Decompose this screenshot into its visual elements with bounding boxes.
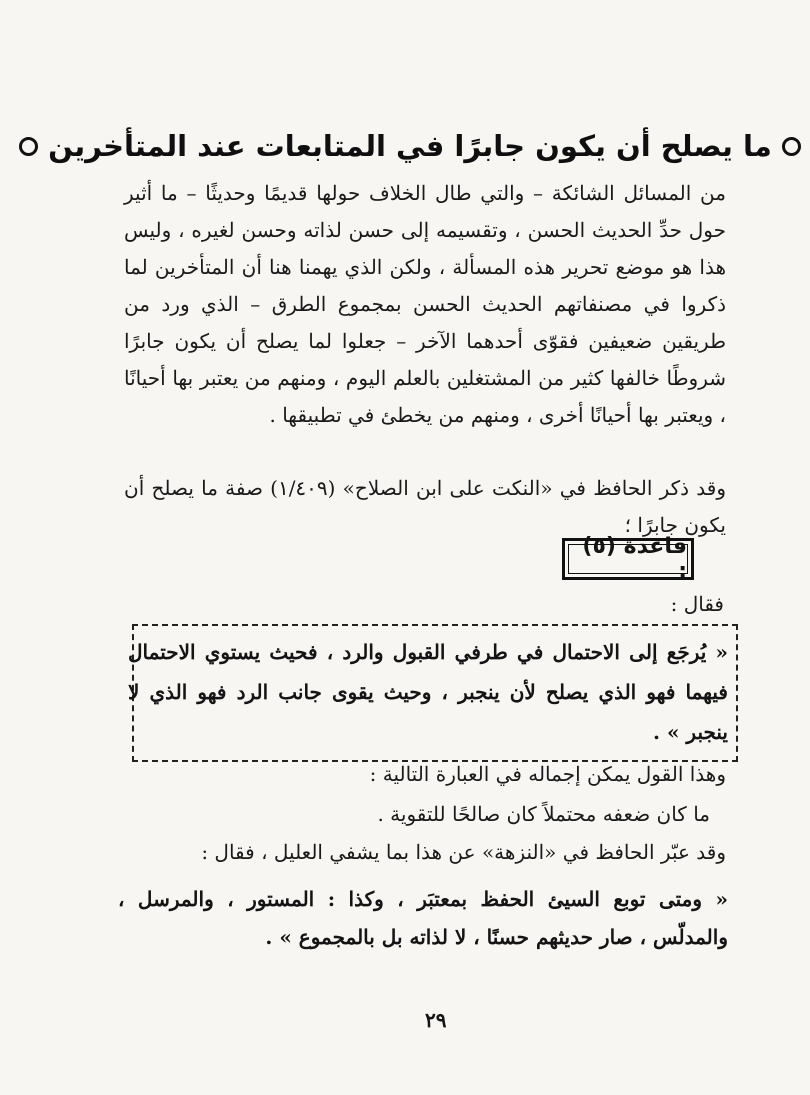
summary-line: ما كان ضعفه محتملاً كان صالحًا للتقوية . <box>377 802 710 826</box>
rule-label-box <box>562 534 694 584</box>
source-paragraph: وقد ذكر الحافظ في «النكت على ابن الصلاح» (١/٤٠٩) صفة ما يصلح أن يكون جابرًا ؛ <box>124 476 726 537</box>
said-label: فقال : <box>670 592 724 616</box>
rule-label: قاعدة (٥) : <box>568 544 688 574</box>
page-number: ٢٩ <box>425 1008 447 1032</box>
section-heading <box>48 120 772 172</box>
intro-paragraph: من المسائل الشائكة – والتي طال الخلاف حولها قديمًا وحديثًا – ما أثير حول حدِّ الحديث الحسن ، وتقسيمه إلى حسن لذاته وحسن لغيره ، وليس هذا هو موضع تحرير هذه المسألة ، ولكن الذي يهمنا هنا أن المتأخرين لما ذكروا في مصنفاتهم الحديث الحسن بمجموع الطرق – الذي ورد من طريقين ضعيفين فقوّى أحدهما الآخر – جعلوا لما يصلح أن يكون جابرًا شروطًا خالفها كثير من المشتغلين بالعلم اليوم ، ومنهم من يعتبر بها أحيانًا ، ويعتبر بها أحيانًا أخرى ، ومنهم من يخطئ في تطبيقها . <box>124 181 726 427</box>
ring-ornament-icon <box>782 137 801 156</box>
nuzha-line: وقد عبّر الحافظ في «النزهة» عن هذا بما يشفي العليل ، فقال : <box>201 840 726 864</box>
hafiz-quote: « يُرجَع إلى الاحتمال في طرفي القبول والرد ، فحيث يستوي الاحتمال فيهما فهو الذي يصلح لأن ينجبر ، وحيث يقوى جانب الرد فهو الذي لا ينجبر » . <box>128 640 728 744</box>
nuzha-quote: « ومتى توبع السيئ الحفظ بمعتبَر ، وكذا : المستور ، والمرسل ، والمدلّس ، صار حديثهم حسنًا ، لا لذاته بل بالمجموع » . <box>118 887 728 949</box>
ring-ornament-icon <box>19 137 38 156</box>
summary-intro-line: وهذا القول يمكن إجماله في العبارة التالية : <box>369 762 726 786</box>
section-title: ما يصلح أن يكون جابرًا في المتابعات عند المتأخرين <box>48 129 772 163</box>
